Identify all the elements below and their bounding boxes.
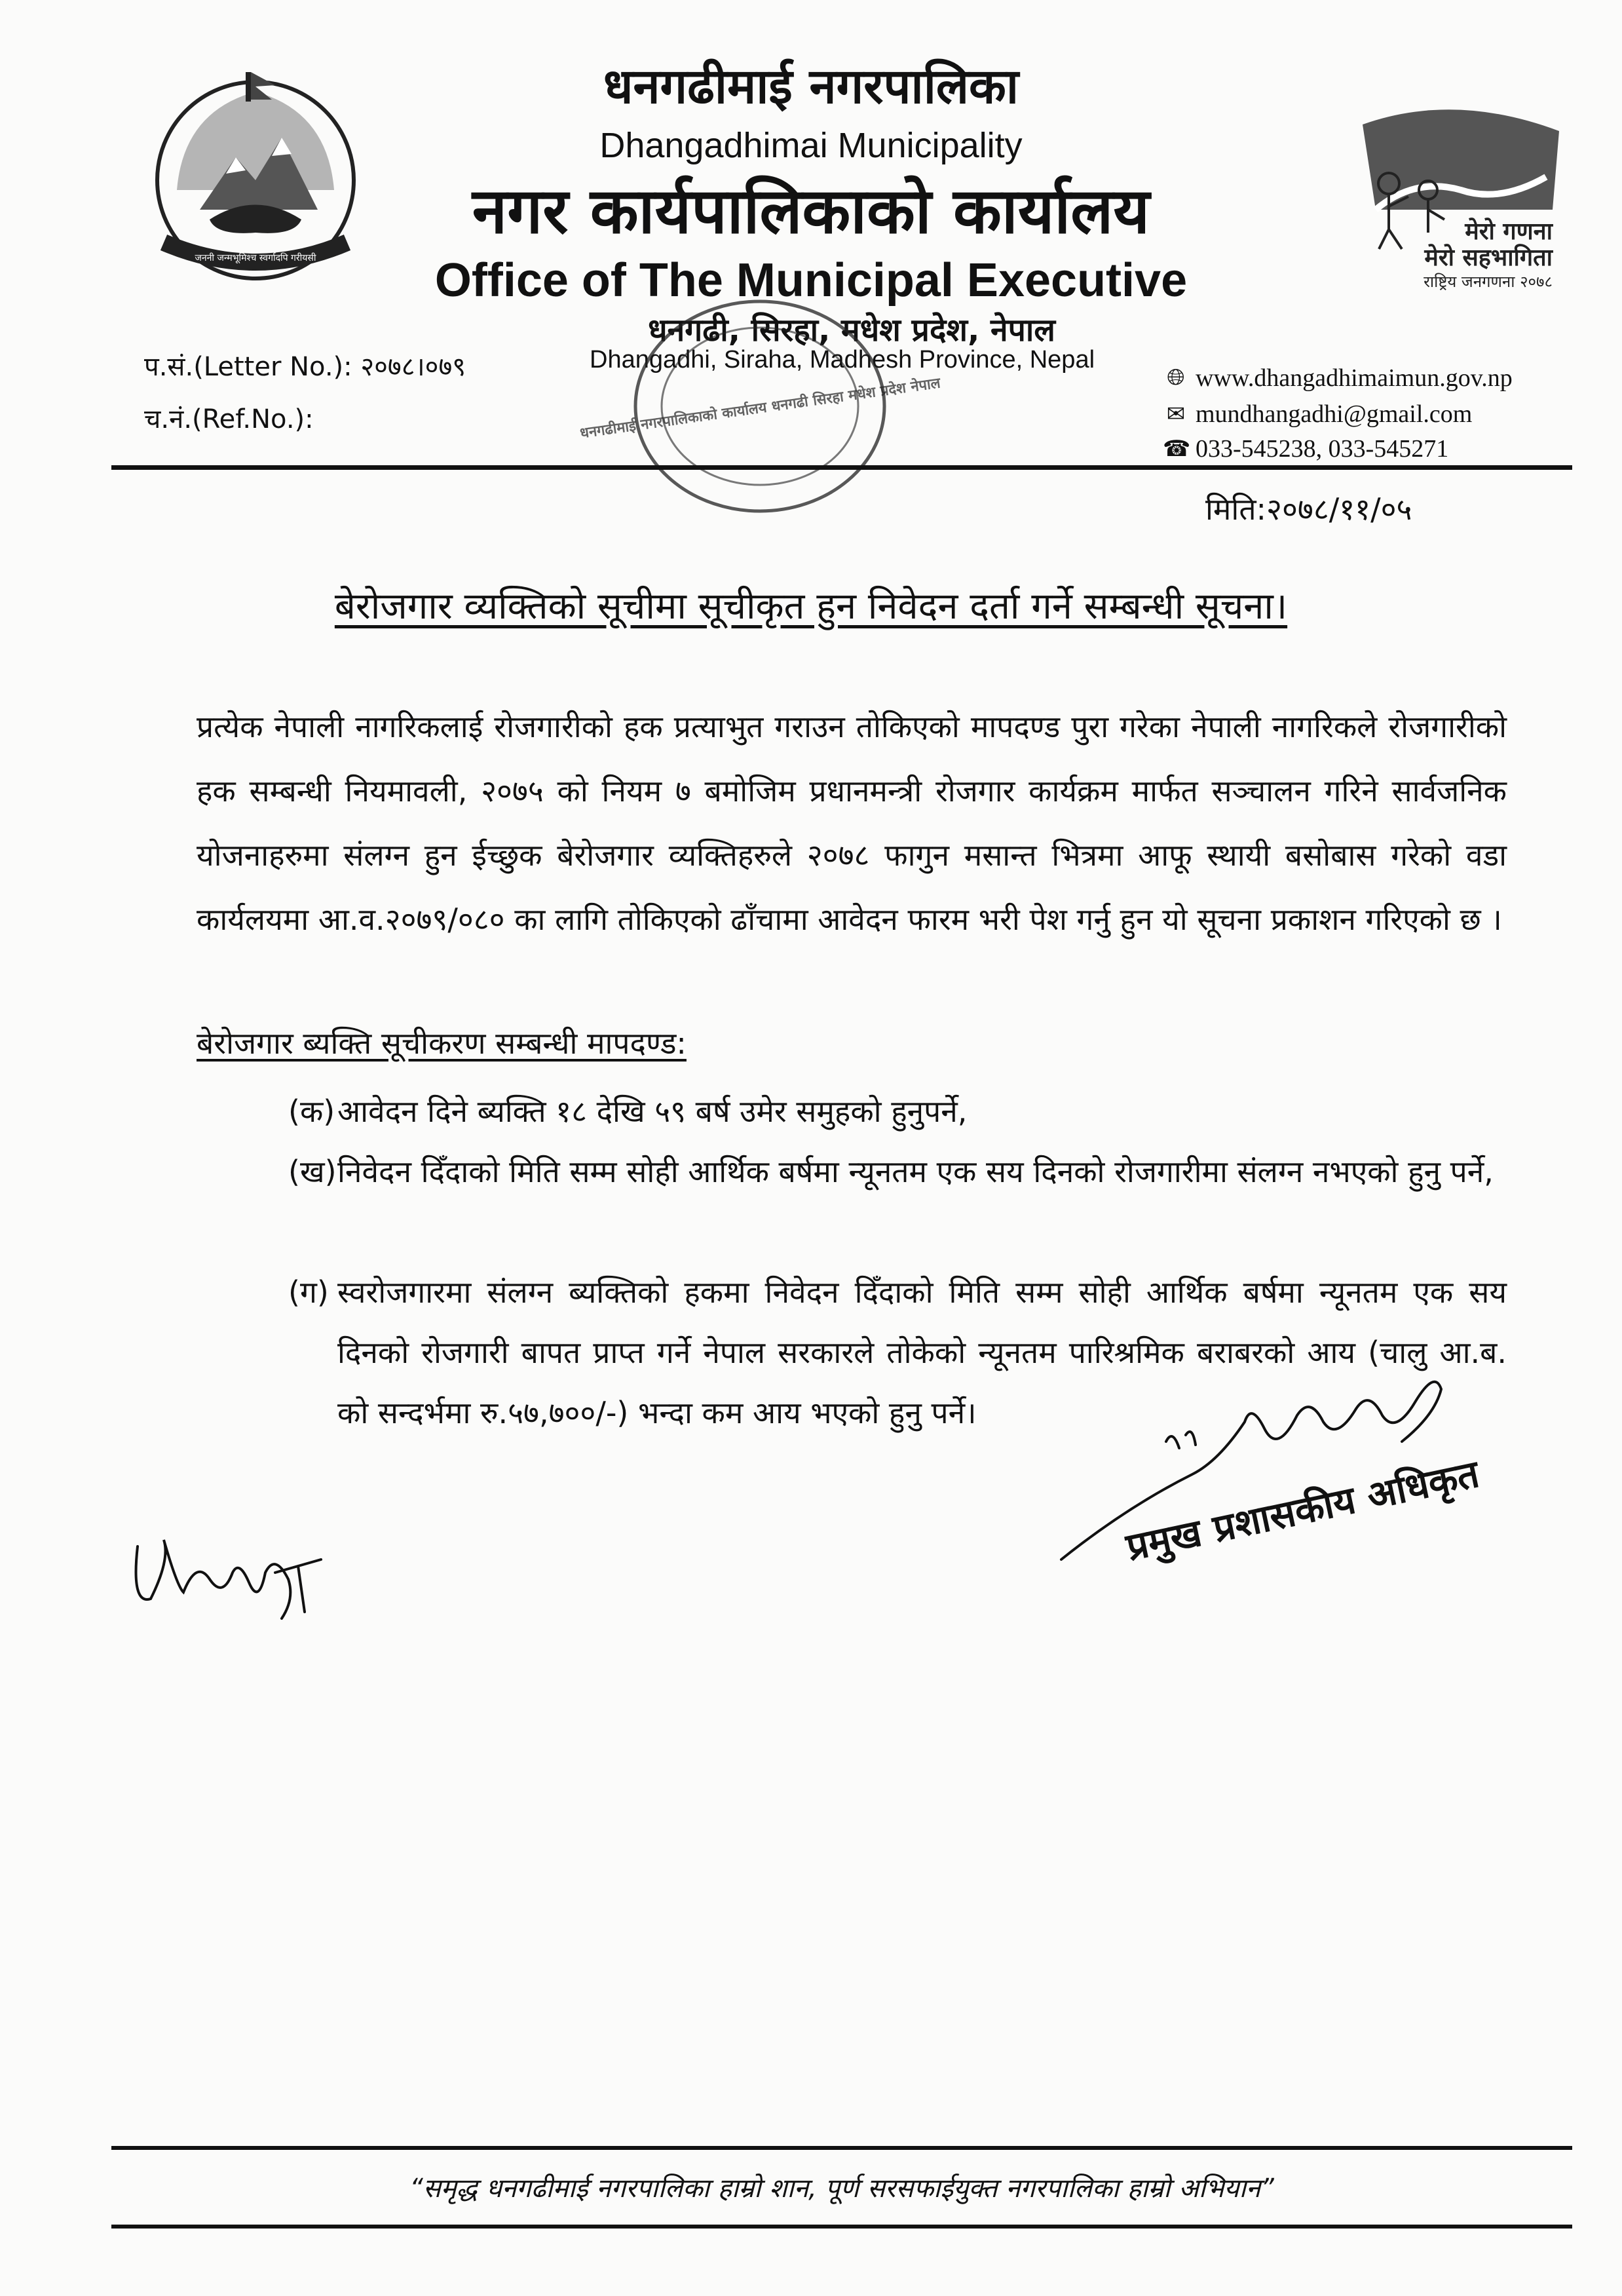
- email-contact[interactable]: [1163, 400, 1472, 429]
- criteria-heading: बेरोजगार ब्यक्ति सूचीकरण सम्बन्धी मापदण्ड:: [197, 1025, 687, 1061]
- notice-subject: बेरोजगार व्यक्तिको सूचीमा सूचीकृत हुन निवेदन दर्ता गर्ने सम्बन्धी सूचना।: [334, 585, 1288, 628]
- website-contact[interactable]: [1163, 364, 1513, 392]
- footer-divider-bottom: [111, 2225, 1572, 2229]
- criteria-marker: (ख): [288, 1154, 337, 1189]
- municipality-name-en: Dhangadhimai Municipality: [599, 126, 1023, 165]
- nepal-emblem-logo: [138, 59, 373, 295]
- issue-date: मिति:२०७८/११/०५: [1205, 491, 1412, 527]
- criteria-marker: (ग): [288, 1274, 329, 1310]
- address-np: धनगढी, सिरहा, मधेश प्रदेश, नेपाल: [648, 312, 1055, 349]
- handwritten-signature-left: [124, 1520, 341, 1632]
- office-stamp: [578, 288, 942, 524]
- footer-slogan: “समृद्ध धनगढीमाई नगरपालिका हाम्रो शान, पूर्ण सरसफाईयुक्त नगरपालिका हाम्रो अभियान”: [409, 2173, 1274, 2204]
- stamp-text: धनगढीमाई नगरपालिकाको कार्यालय धनगढी सिरहा मधेश प्रदेश नेपाल: [578, 375, 942, 442]
- office-name-en: Office of The Municipal Executive: [434, 254, 1188, 307]
- census-line2: मेरो सहभागिता: [1424, 244, 1553, 271]
- reference-number: च.नं.(Ref.No.):: [144, 404, 314, 434]
- email-text[interactable]: mundhangadhi@gmail.com: [1196, 400, 1473, 428]
- criteria-marker: (क): [288, 1094, 335, 1129]
- signatory-designation: प्रमुख प्रशासकीय अधिकृत: [1122, 1451, 1483, 1570]
- phone-icon: ☎: [1163, 437, 1191, 461]
- municipality-name-np: धनगढीमाई नगरपालिका: [603, 58, 1019, 115]
- address-en: Dhangadhi, Siraha, Madhesh Province, Nepal: [590, 346, 1095, 373]
- footer-divider-top: [111, 2146, 1572, 2150]
- criteria-text: स्वरोजगारमा संलग्न ब्यक्तिको हकमा निवेदन दिँदाको मिति सम्म सोही आर्थिक बर्षमा न्यूनतम एक सय दिनको रोजगारी बापत प्राप्त गर्ने नेपाल सरकारले तोकेको न्यूनतम पारिश्रमिक बराबरको आय (चालु आ.ब. को सन्दर्भमा रु.५७,७००/-) भन्दा कम आय भएको हुनु पर्ने।: [337, 1274, 1507, 1430]
- emblem-caption: जननी जन्मभूमिश्च स्वर्गादपि गरीयसी: [195, 253, 316, 263]
- criteria-text: निवेदन दिँदाको मिति सम्म सोही आर्थिक बर्षमा न्यूनतम एक सय दिनको रोजगारीमा संलग्न नभएको हुनु पर्ने,: [337, 1154, 1494, 1189]
- office-name-np: नगर कार्यपालिकाको कार्यालय: [472, 174, 1150, 248]
- criteria-text: आवेदन दिने ब्यक्ति १८ देखि ५९ बर्ष उमेर समुहको हुनुपर्ने,: [337, 1094, 968, 1129]
- census-line1: मेरो गणना: [1465, 218, 1553, 245]
- globe-icon: 🌐︎: [1167, 366, 1185, 390]
- notice-paragraph: प्रत्येक नेपाली नागरिकलाई रोजगारीको हक प्रत्याभुत गराउन तोकिएको मापदण्ड पुरा गरेका नेपाली नागरिकले रोजगारीको हक सम्बन्धी नियमावली, २०७५ को नियम ७ बमोजिम प्रधानमन्त्री रोजगार कार्यक्रम मार्फत सञ्चालन गरिने सार्वजनिक योजनाहरुमा संलग्न हुन ईच्छुक बेरोजगार व्यक्तिहरुले २०७८ फागुन मसान्त भित्रमा आफू स्थायी बसोबास गरेको वडा कार्यलयमा आ.व.२०७९/०८० का लागि तोकिएको ढाँचामा आवेदन फारम भरी पेश गर्नु हुन यो सूचना प्रकाशन गरिएको छ ।: [197, 709, 1507, 937]
- email-icon: ✉: [1166, 402, 1186, 427]
- website-text[interactable]: www.dhangadhimaimun.gov.np: [1196, 364, 1513, 392]
- criteria-item: [288, 1141, 1507, 1202]
- phone-text: 033-545238, 033-545271: [1196, 435, 1449, 463]
- census-2078-logo: [1336, 98, 1572, 295]
- census-line3: राष्ट्रिय जनगणना २०७८: [1424, 273, 1553, 291]
- header-divider: [111, 465, 1572, 470]
- criteria-item: [288, 1081, 1507, 1141]
- letter-number: प.सं.(Letter No.): २०७८।०७९: [144, 352, 466, 382]
- phone-contact: [1163, 434, 1448, 463]
